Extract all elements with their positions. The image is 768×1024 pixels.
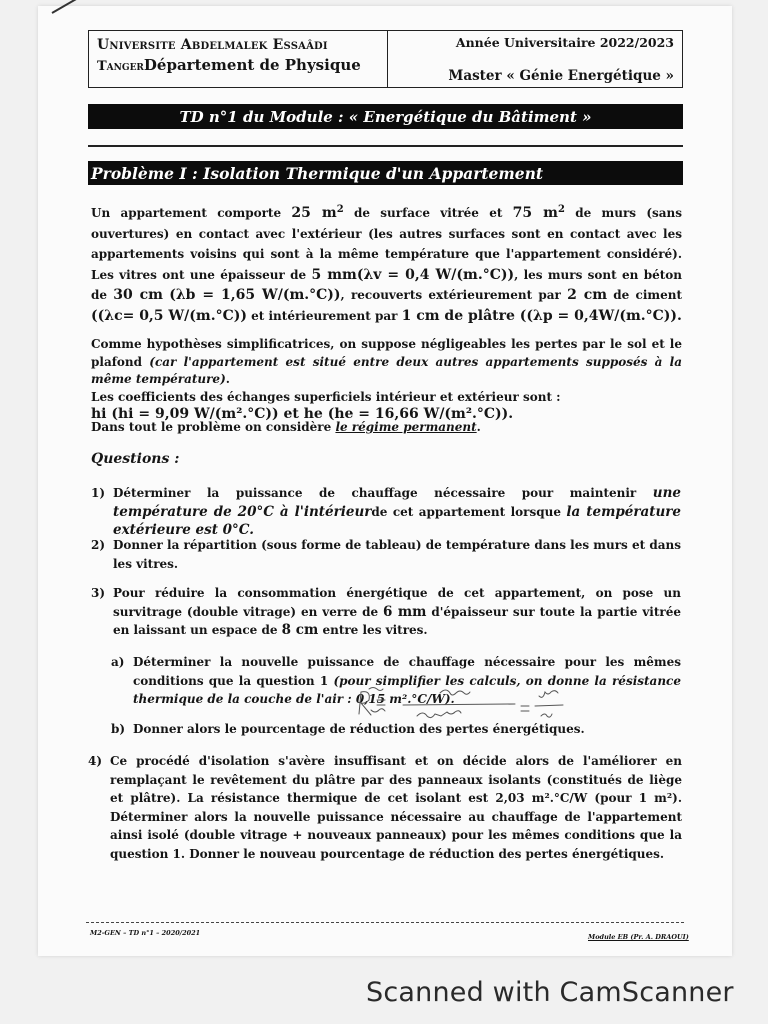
- problem-title: Problème I : Isolation Thermique d'un Appartement: [88, 161, 683, 185]
- header-box: [88, 30, 683, 88]
- question-1: 1) Déterminer la puissance de chauffage nécessaire pour maintenir une température de 20°C à l'intérieurde cet appartement lorsque la température extérieure est 0°C.: [91, 485, 681, 538]
- question-3: 3) Pour réduire la consommation énergétique de cet appartement, on pose un survitrage (double vitrage) en verre de 6 mm d'épaisseur sur toute la partie vitrée en laissant un espace de 8 cm entre les vitres.: [91, 586, 681, 638]
- university-name: Universite Abdelmalek Essaâdi: [97, 37, 328, 53]
- title-rule: [88, 145, 683, 147]
- document-title: TD n°1 du Module : « Energétique du Bâtiment »: [88, 104, 683, 129]
- regime-statement: Dans tout le problème on considère le régime permanent.: [91, 420, 481, 434]
- footer-course-code: M2-GEN – TD n°1 – 2020/2021: [90, 929, 201, 937]
- problem-statement: Un appartement comporte 25 $m^2$ de surface vitrée et 75 $m^2$ de murs (sans ouvertures) en contact avec l'extérieur (les autres surfaces sont en contact avec les appartements voisins qui sont à la même température que l'appartement considéré). Les vitres ont une épaisseur de 5 mm(λv = 0,4 W/(m.°C)), les murs sont en béton de 30 cm (λb = 1,65 W/(m.°C)), recouverts extérieurement par 2 cm de ciment ((λc= 0,5 W/(m.°C)) et intérieurement par 1 cm de plâtre ((λp = 0,4W/(m.°C)).: [91, 204, 683, 324]
- city-name: Tanger: [97, 59, 144, 74]
- question-3a: a) Déterminer la nouvelle puissance de chauffage nécessaire pour les mêmes conditions que la question 1 (pour simplifier les calculs, on donne la résistance thermique de la couche de l'air : 0,15 m².°C/W).: [111, 655, 681, 706]
- questions-heading: Questions :: [91, 451, 180, 467]
- header-divider: [387, 31, 388, 87]
- hypotheses: Comme hypothèses simplificatrices, on suppose négligeables les pertes par le sol et le plafond (car l'appartement est situé entre deux autres appartements supposés à la même température). Les coefficients des échanges superficiels intérieur et extérieur sont : hi (hi = 9,09 W/(m².°C)) et he (he = 16,66 W/(m².°C)).: [91, 337, 683, 422]
- department-name: Département de Physique: [143, 56, 361, 74]
- department-line: [97, 56, 361, 74]
- master-program: Master « Génie Energétique »: [448, 68, 674, 84]
- question-2: 2) Donner la répartition (sous forme de tableau) de température dans les murs et dans les vitres.: [91, 538, 681, 571]
- camscanner-watermark: Scanned with CamScanner: [366, 977, 734, 1008]
- footer-rule: [86, 922, 684, 923]
- question-4: 4) Ce procédé d'isolation s'avère insuffisant et on décide alors de l'améliorer en remplaçant le revêtement du plâtre par des panneaux isolants (constitués de liège et plâtre). La résistance thermique de cet isolant est 2,03 m².°C/W (pour 1 m²). Déterminer alors la nouvelle puissance nécessaire au chauffage de l'appartement ainsi isolé (double vitrage + nouveaux panneaux) pour les mêmes conditions que la question 1. Donner le nouveau pourcentage de réduction des pertes énergétiques.: [88, 754, 682, 861]
- handwritten-note: [355, 684, 595, 724]
- question-3b: b) Donner alors le pourcentage de réduction des pertes énergétiques.: [111, 722, 585, 736]
- footer-module: Module EB (Pr. A. DRAOUI): [588, 933, 689, 941]
- academic-year: Année Universitaire 2022/2023: [455, 35, 674, 50]
